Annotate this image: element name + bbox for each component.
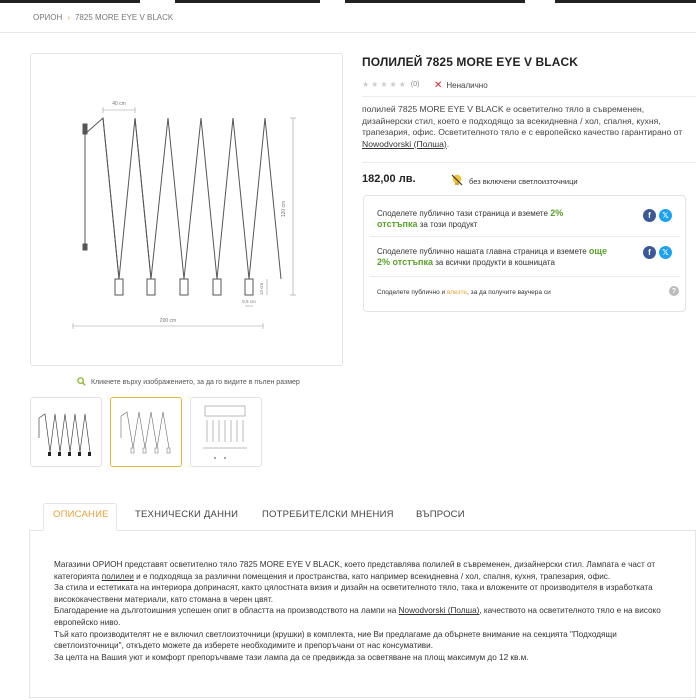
availability-text: Неналично bbox=[446, 81, 488, 90]
discount-label: отстъпка bbox=[377, 219, 418, 229]
content-paragraph: За стила и естетиката на интериора допринасят, както цялостната визия и дизайн на осветителното тяло, така и вложените от производителя в изработката висококачествени материали, като стомана в черен цвят. bbox=[54, 583, 653, 604]
chandelier-drawing bbox=[31, 54, 342, 365]
share-text: Споделете публично тази страница и вземете bbox=[377, 209, 551, 218]
product-description bbox=[362, 104, 696, 150]
zoom-hint bbox=[77, 377, 300, 388]
top-bar-segment bbox=[0, 0, 140, 3]
content-text: Магазини ОРИОН представят осветително тяло 7825 MORE EYE V BLACK, което представлява полилей в съвременен, дизайнерски стил. Лампата е част от категорията bbox=[54, 560, 656, 581]
bulb-off-icon bbox=[450, 173, 464, 189]
tab-user-reviews[interactable]: ПОТРЕБИТЕЛСКИ МНЕНИЯ bbox=[262, 509, 394, 520]
discount-label: 2% отстъпка bbox=[377, 257, 433, 267]
category-link[interactable]: полилеи bbox=[101, 571, 134, 581]
thumbnail-image bbox=[111, 398, 181, 466]
content-paragraph: Тъй като производителят не е включил светлоизточници (крушки) в комплекта, ние Ви предлагаме да обърнете внимание на секцията "Подходящи светлоизточници", откъдето можете да изберете необходимите и препоръчани от нас консумативи. bbox=[54, 629, 617, 651]
discount-value: още bbox=[588, 246, 607, 256]
chevron-right-icon: › bbox=[67, 13, 70, 22]
thumbnail-2[interactable] bbox=[110, 397, 182, 467]
facebook-icon[interactable]: f bbox=[643, 209, 656, 222]
thumbnail-image bbox=[31, 398, 101, 466]
rating[interactable] bbox=[362, 80, 419, 89]
star-icon: ★ bbox=[398, 80, 406, 89]
breadcrumb bbox=[33, 13, 173, 22]
content-paragraph: За целта на Вашия уют и комфорт препоръчваме тази лампа да се предвижда за осветяване на площ максимум до 12 кв.м. bbox=[54, 652, 529, 662]
divider bbox=[362, 162, 696, 163]
share-text: Споделете публично нашата главна страница и вземете bbox=[377, 247, 589, 256]
top-bar bbox=[0, 0, 696, 4]
dim-total-width: 200 cm bbox=[159, 318, 177, 324]
facebook-icon[interactable]: f bbox=[643, 246, 656, 259]
content-text: Благодарение на дълготоишния успешен опит в областта на производството на лампи на bbox=[54, 606, 399, 616]
share-page-offer bbox=[377, 208, 627, 230]
main-product-image[interactable] bbox=[30, 53, 343, 366]
content-paragraph bbox=[54, 605, 678, 628]
brand-link[interactable]: Nowodvorski (Полша) bbox=[398, 606, 480, 616]
zoom-hint-text: Кликнете върху изображението, за да го видите в пълен размер bbox=[91, 379, 300, 386]
star-icon: ★ bbox=[371, 80, 379, 89]
breadcrumb-current: 7825 MORE EYE V BLACK bbox=[74, 13, 174, 22]
divider bbox=[0, 32, 696, 33]
thumbnail-strip bbox=[30, 397, 262, 467]
description-text: полилей 7825 MORE EYE V BLACK е осветително тяло в съвременен, дизайнерски стил, което е подходящо за всекидневна / хол, спалня, кухня, трапезария, офис. Осветителното тяло е с европейско качество гарантирано от bbox=[362, 104, 683, 138]
tab-description[interactable]: ОПИСАНИЕ bbox=[53, 509, 109, 520]
content-text: и е подходяща за различни помещения и пространства, като например всекидневна / хол, спалня, кухня, трапезария, офис. bbox=[133, 571, 611, 581]
voucher-text: , за да получите ваучера си bbox=[467, 289, 551, 296]
product-price: 182,00 лв. bbox=[362, 173, 416, 185]
availability bbox=[434, 80, 488, 91]
tab-technical-data[interactable]: ТЕХНИЧЕСКИ ДАННИ bbox=[135, 509, 239, 520]
dim-small-height: 13 cm bbox=[259, 282, 264, 296]
dim-small-width: 5,5 cm bbox=[242, 299, 256, 304]
divider bbox=[370, 276, 680, 277]
voucher-text: Споделете публично и bbox=[377, 289, 447, 296]
share-home-offer bbox=[377, 246, 627, 268]
product-title: ПОЛИЛЕЙ 7825 MORE EYE V BLACK bbox=[362, 55, 579, 69]
content-paragraph bbox=[54, 559, 678, 582]
voucher-note bbox=[377, 289, 551, 296]
help-icon[interactable]: ? bbox=[669, 286, 679, 296]
top-bar-segment bbox=[345, 0, 525, 3]
discount-value: 2% bbox=[550, 208, 564, 218]
top-bar-segment bbox=[555, 0, 696, 3]
no-bulbs-text: без включени светлоизточници bbox=[469, 176, 578, 186]
thumbnail-1[interactable] bbox=[30, 397, 102, 467]
star-icon: ★ bbox=[362, 80, 370, 89]
divider bbox=[362, 96, 696, 97]
share-text: за този продукт bbox=[417, 220, 478, 229]
thumbnail-3[interactable] bbox=[190, 397, 262, 467]
rating-count: (0) bbox=[410, 81, 420, 88]
divider bbox=[370, 236, 680, 237]
top-bar-segment bbox=[175, 0, 320, 3]
brand-link[interactable]: Nowodvorski (Полша) bbox=[362, 138, 447, 149]
star-icon: ★ bbox=[389, 80, 397, 89]
description-end: . bbox=[446, 138, 450, 149]
share-discount-box bbox=[363, 195, 686, 312]
star-icon: ★ bbox=[380, 80, 388, 89]
dim-width-top: 40 cm bbox=[112, 101, 126, 107]
close-icon: ✕ bbox=[434, 80, 443, 91]
thumbnail-image bbox=[191, 398, 261, 466]
breadcrumb-home[interactable]: ОРИОН bbox=[33, 13, 63, 22]
share-icons bbox=[643, 246, 672, 259]
magnifier-icon bbox=[77, 377, 86, 388]
no-bulbs-note bbox=[450, 173, 578, 189]
share-icons bbox=[643, 209, 672, 222]
share-text: за всички продукти в кошницата bbox=[433, 258, 555, 267]
twitter-icon[interactable]: 𝕏 bbox=[659, 209, 672, 222]
description-content bbox=[54, 559, 678, 663]
dim-height: 120 cm bbox=[281, 200, 287, 218]
twitter-icon[interactable]: 𝕏 bbox=[659, 246, 672, 259]
login-link[interactable]: влезте bbox=[446, 289, 468, 296]
tab-questions[interactable]: ВЪПРОСИ bbox=[416, 509, 465, 520]
content-text: , качеството на осветителното тяло е на високо европейско ниво. bbox=[54, 606, 661, 627]
